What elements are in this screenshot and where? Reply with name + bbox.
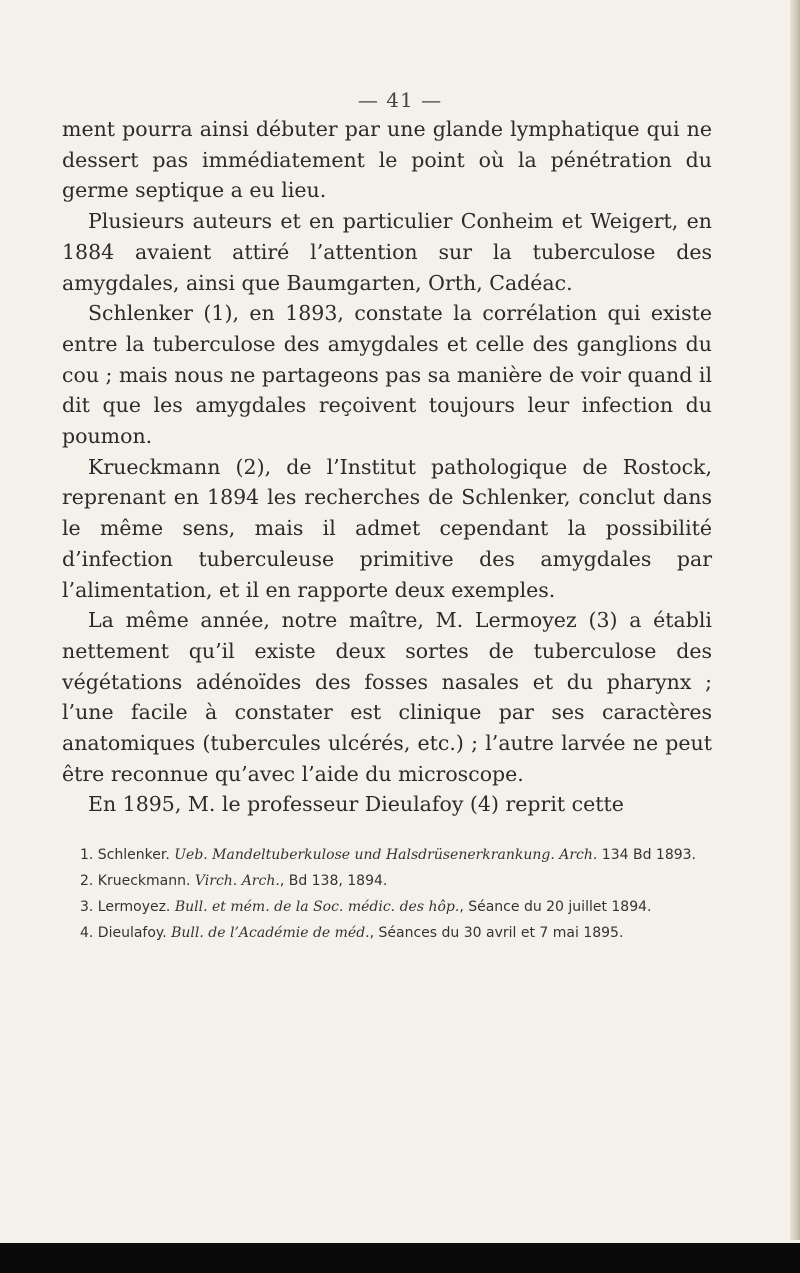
- footnote-author: 2. Krueckmann.: [80, 873, 195, 889]
- footnote-ref: , Séance du 20 juillet 1894.: [459, 899, 652, 915]
- paragraph-2: Plusieurs auteurs et en particulier Conheim et Weigert, en 1884 avaient attiré l’attention sur la tuberculose des amygdales, ainsi que Baumgarten, Orth, Cadéac.: [62, 209, 712, 295]
- page-edge: [790, 0, 800, 1240]
- footnote-title: Virch. Arch.: [194, 873, 280, 889]
- footnotes: [62, 842, 712, 946]
- paragraph-6: En 1895, M. le professeur Dieulafoy (4) reprit cette: [88, 792, 624, 817]
- footnote-title: Bull. de l’Académie de méd.: [171, 925, 370, 941]
- paragraph-3: Schlenker (1), en 1893, constate la corrélation qui existe entre la tuberculose des amygdales et celle des ganglions du cou ; mais nous ne partageons pas sa manière de voir quand il dit que les amygdales reçoivent toujours leur infection du poumon.: [62, 301, 713, 449]
- footnote-title: Ueb. Mandeltuberkulose und Halsdrüsenerkrankung. Arch.: [174, 847, 598, 863]
- paragraph-5: La même année, notre maître, M. Lermoyez (3) a établi nettement qu’il existe deux sortes de tuberculose des végétations adénoïdes des fosses nasales et du pharynx ; l’une facile à constater est clinique par ses caractères anatomiques (tubercules ulcérés, etc.) ; l’autre larvée ne peut être reconnue qu’avec l’aide du microscope.: [62, 608, 712, 786]
- page-number: — 41 —: [357, 88, 443, 112]
- footnote-4: [62, 920, 712, 946]
- footnote-3: [62, 894, 712, 920]
- paragraph-1: ment pourra ainsi débuter par une glande lymphatique qui ne dessert pas immédiatement le point où la pénétration du germe septique a eu lieu.: [62, 117, 712, 203]
- footnote-ref: 134 Bd 1893.: [597, 847, 696, 863]
- paragraph-4: Krueckmann (2), de l’Institut pathologique de Rostock, reprenant en 1894 les recherches de Schlenker, conclut dans le même sens, mais il admet cependant la possibilité d’infection tuberculeuse primitive des amygdales par l’alimentation, et il en rapporte deux exemples.: [62, 454, 712, 602]
- footnote-2: [62, 868, 712, 894]
- scan-bottom-edge: [0, 1243, 800, 1273]
- footnote-title: Bull. et mém. de la Soc. médic. des hôp.: [174, 899, 460, 915]
- footnote-ref: , Bd 138, 1894.: [279, 873, 388, 889]
- footnote-author: 3. Lermoyez.: [80, 899, 175, 915]
- body-text: [62, 114, 712, 820]
- footnote-ref: , Séances du 30 avril et 7 mai 1895.: [369, 925, 624, 941]
- footnote-author: 4. Dieulafoy.: [80, 925, 172, 941]
- footnote-author: 1. Schlenker.: [80, 847, 175, 863]
- footnote-1: [62, 842, 712, 868]
